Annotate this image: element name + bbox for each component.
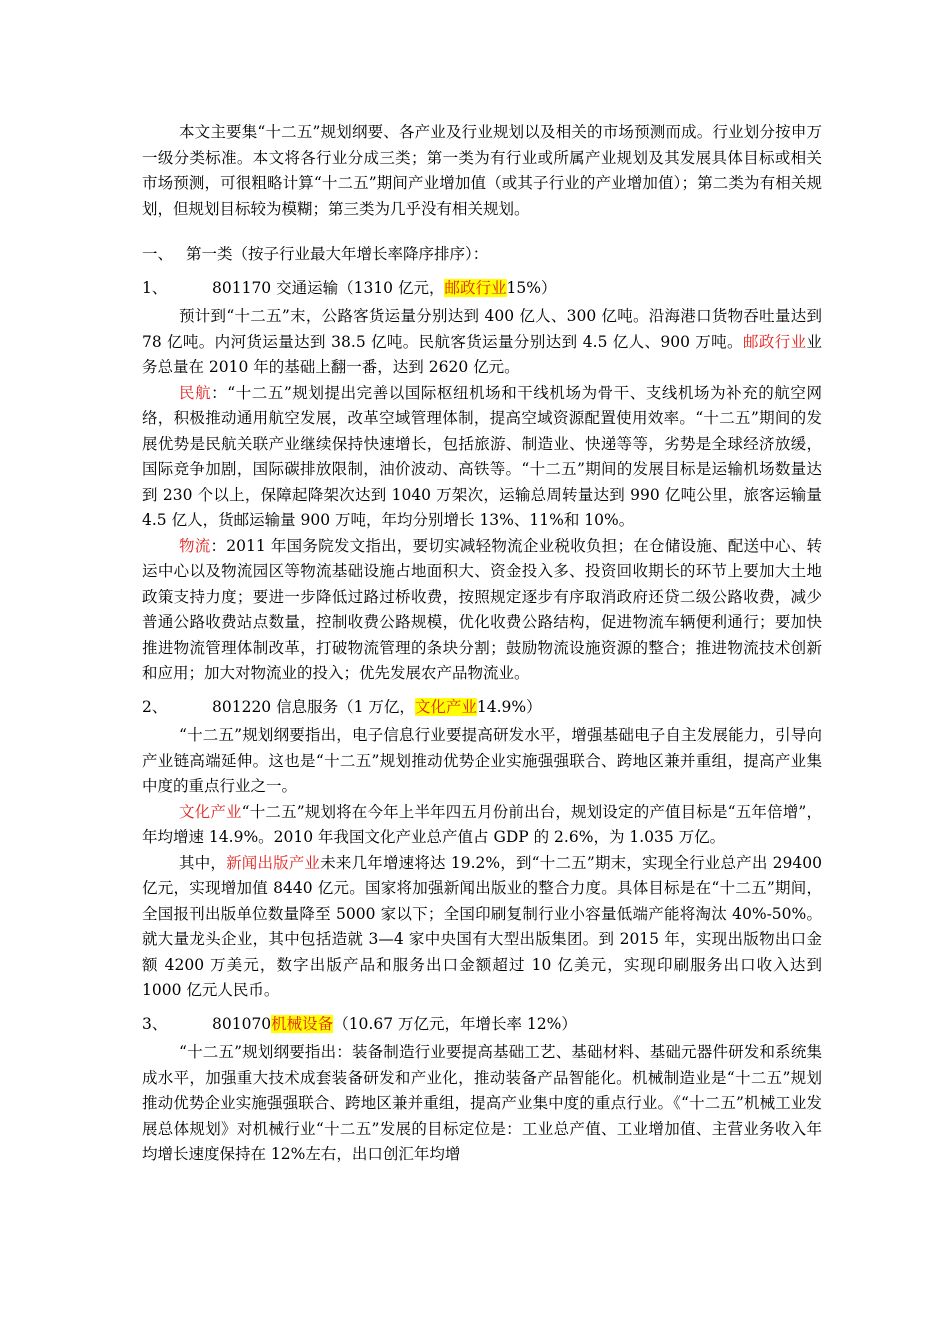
paragraph: “十二五”规划纲要指出：装备制造行业要提高基础工艺、基础材料、基础元器件研发和系统集成水平，加强重大技术成套装备研发和产业化，推动装备产品智能化。机械制造业是“十二五”规划推动优势企业实施强强联合、跨地区兼并重组，提高产业集中度的重点行业。《“十二五”机械工业发展总体规划》对机械行业“十二五”发展的目标定位是：工业总产值、工业增加值、主营业务收入年均增长速度保持在 12%左右，出口创汇年均增 [142, 1043, 822, 1163]
item-heading-tail: 14.9%） [476, 697, 542, 716]
highlighted-term: 文化产业 [414, 697, 477, 716]
paragraph-text: “十二五”规划将在今年上半年四五月份前出台，规划设定的产值目标是“五年倍增”，年均增速 14.9%。2010 年我国文化产业总产值占 GDP 的 2.6%，为 1.035 万亿。 [142, 802, 822, 846]
paragraph [142, 304, 822, 381]
section-heading [142, 242, 822, 268]
red-term: 物流 [179, 536, 211, 555]
paragraph [142, 534, 822, 687]
item-heading-1 [142, 276, 822, 302]
red-term: 邮政行业 [742, 332, 807, 351]
intro-paragraph: 本文主要集“十二五”规划纲要、各产业及行业规划以及相关的市场预测而成。行业划分按申万一级分类标准。本文将各行业分成三类；第一类为有行业或所属产业规划及其发展具体目标或相关市场预测，可很粗略计算“十二五”期间产业增加值（或其子行业的产业增加值）；第二类为有相关规划，但规划目标较为模糊；第三类为几乎没有相关规划。 [142, 123, 822, 218]
paragraph: “十二五”规划纲要指出，电子信息行业要提高研发水平，增强基础电子自主发展能力，引导向产业链高端延伸。这也是“十二五”规划推动优势企业实施强强联合、跨地区兼并重组，提高产业集中度的重点行业之一。 [142, 726, 822, 795]
paragraph-text: 其中， [179, 853, 227, 872]
paragraph-text: 未来几年增速将达 19.2%，到“十二五”期末，实现全行业总产出 29400 亿元，实现增加值 8440 亿元。国家将加强新闻出版业的整合力度。具体目标是在“十二五”期间，全国报刊出版单位数量降至 5000 家以下；全国印刷复制行业小容量低端产能将淘汰 40%-50%。就大量龙头企业，其中包括造就 3—4 家中央国有大型出版集团。到 2015 年，实现出版物出口金额 4200 万美元，数字出版产品和服务出口金额超过 10 亿美元，实现印刷服务出口收入达到 1000 亿元人民币。 [142, 853, 822, 999]
red-term: 民航 [179, 383, 212, 402]
section-title: 第一类（按子行业最大年增长率降序排序）： [186, 245, 489, 263]
item-heading-tail: 15%） [506, 278, 557, 297]
paragraph-text: 业务总量在 2010 年的基础上翻一番，达到 2620 亿元。 [142, 332, 822, 376]
item-number: 2、 [142, 697, 168, 716]
item-heading-2 [142, 695, 822, 721]
paragraph-text: ：2011 年国务院发文指出，要切实减轻物流企业税收负担；在仓储设施、配送中心、转运中心以及物流园区等物流基础设施占地面积大、资金投入多、投资回收期长的环节上要加大土地政策支持力度；要进一步降低过路过桥收费，按照规定逐步有序取消政府还贷二级公路收费，减少普通公路收费站点数量，控制收费公路规模，优化收费公路结构，促进物流车辆便利通行；要加快推进物流管理体制改革，打破物流管理的条块分割；鼓励物流设施资源的整合；推进物流技术创新和应用；加大对物流业的投入；优先发展农产品物流业。 [142, 536, 822, 682]
item-heading-text: 801170 交通运输（1310 亿元， [212, 278, 445, 297]
highlighted-term: 邮政行业 [444, 278, 507, 297]
document-page [142, 120, 822, 1168]
red-term: 文化产业 [179, 802, 242, 821]
item-heading-3 [142, 1012, 822, 1038]
item-heading-text: 801070 [212, 1014, 272, 1033]
paragraph-text: ：“十二五”规划提出完善以国际枢纽机场和干线机场为骨干、支线机场为补充的航空网络，积极推动通用航空发展，改革空域管理体制，提高空域资源配置使用效率。“十二五”期间的发展优势是民航关联产业继续保持快速增长，包括旅游、制造业、快递等等，劣势是全球经济放缓，国际竞争加剧，国际碳排放限制，油价波动、高铁等。“十二五”期间的发展目标是运输机场数量达到 230 个以上，保障起降架次达到 1040 万架次，运输总周转量达到 990 亿吨公里，旅客运输量 4.5 亿人，货邮运输量 900 万吨，年均分别增长 13%、11%和 10%。 [142, 383, 822, 529]
highlighted-term: 机械设备 [271, 1014, 334, 1033]
paragraph [142, 851, 822, 1004]
paragraph-text: 预计到“十二五”末，公路客货运量分别达到 400 亿人、300 亿吨。沿海港口货物吞吐量达到 78 亿吨。内河货运量达到 38.5 亿吨。民航客货运量分别达到 4.5 亿人、900 万吨。 [142, 307, 822, 351]
item-heading-tail: （10.67 万亿元，年增长率 12%） [333, 1014, 577, 1033]
section-number: 一、 [142, 245, 174, 263]
paragraph [142, 800, 822, 851]
paragraph [142, 381, 822, 534]
item-number: 3、 [142, 1014, 168, 1033]
item-number: 1、 [142, 278, 168, 297]
red-term: 新闻出版产业 [226, 853, 321, 872]
item-heading-text: 801220 信息服务（1 万亿， [212, 697, 415, 716]
